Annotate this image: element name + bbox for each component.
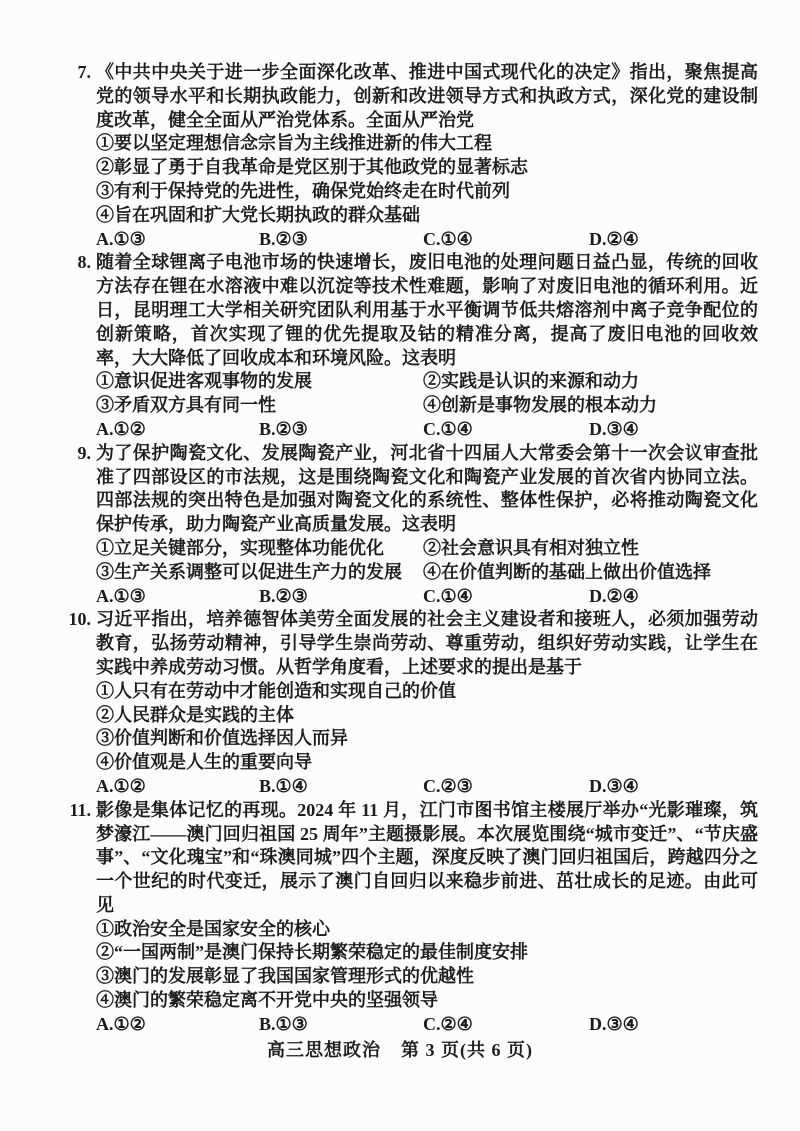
question-stem-text: 《中共中央关于进一步全面深化改革、推进中国式现代化的决定》指出，聚焦提高党的领导水平和长期执政能力，创新和改进领导方式和执政方式，深化党的建设制度改革，健全全面从严治党体系。全面从严治党 [96, 62, 758, 130]
statement-item: ④旨在巩固和扩大党长期执政的群众基础 [96, 204, 420, 225]
question-stem [68, 608, 758, 679]
statement-item: ①立足关键部分，实现整体功能优化 [96, 537, 384, 558]
option-d: D.②④ [589, 228, 639, 249]
question-9 [77, 442, 758, 609]
question-stem [77, 442, 758, 537]
option-c: C.①④ [423, 228, 473, 249]
options-row [96, 228, 758, 252]
statement-item: ②社会意识具有相对独立性 [423, 537, 639, 558]
option-a: A.①② [96, 1013, 146, 1034]
question-stem [77, 61, 758, 132]
option-d: D.③④ [589, 418, 639, 439]
question-11 [69, 799, 758, 1037]
statement-list [96, 132, 758, 227]
question-stem [69, 799, 758, 918]
statement-list [96, 537, 758, 585]
question-number: 10. [68, 609, 91, 630]
option-c: C.②④ [423, 1013, 473, 1034]
page-footer [0, 1036, 800, 1062]
options-row [96, 418, 758, 442]
question-number: 11. [69, 799, 91, 820]
statement-item: ④价值观是人生的重要向导 [96, 752, 312, 773]
option-a: A.①② [96, 418, 146, 439]
question-number: 7. [77, 62, 91, 82]
statement-item: ④澳门的繁荣稳定离不开党中央的坚强领导 [96, 990, 438, 1011]
option-d: D.②④ [589, 585, 639, 606]
statement-item: ①要以坚定理想信念宗旨为主线推进新的伟大工程 [96, 133, 492, 154]
option-d: D.③④ [589, 775, 639, 796]
options-row [96, 585, 758, 609]
option-d: D.③④ [589, 1013, 639, 1034]
question-stem-text: 习近平指出，培养德智体美劳全面发展的社会主义建设者和接班人，必须加强劳动教育，弘扬劳动精神，引导学生崇尚劳动、尊重劳动，组织好劳动实践，让学生在实践中养成劳动习惯。从哲学角度看，上述要求的提出是基于 [96, 609, 758, 677]
option-a: A.①③ [96, 228, 146, 249]
questions-area [68, 61, 758, 1037]
options-row [96, 775, 758, 799]
statement-item: ②“一国两制”是澳门保持长期繁荣稳定的最佳制度安排 [96, 942, 528, 963]
statement-list [96, 680, 758, 775]
option-b: B.①④ [259, 775, 308, 796]
question-stem [77, 251, 758, 370]
question-7 [77, 61, 758, 251]
statement-item: ③有利于保持党的先进性，确保党始终走在时代前列 [96, 180, 510, 201]
statement-item: ②实践是认识的来源和动力 [423, 371, 639, 392]
option-b: B.②③ [259, 418, 308, 439]
question-number: 8. [77, 252, 91, 273]
statement-item: ④在价值判断的基础上做出价值选择 [423, 561, 711, 582]
statement-list [96, 370, 758, 418]
question-stem-text: 影像是集体记忆的再现。2024 年 11 月，江门市图书馆主楼展厅举办“光影璀璨，筑梦濠江——澳门回归祖国 25 周年”主题摄影展。本次展览围绕“城市变迁”、“节庆盛事”、“文化瑰宝”和“珠澳同城”四个主题，深度反映了澳门回归祖国后，跨越四分之一个世纪的时代变迁，展示了澳门自回归以来稳步前进、茁壮成长的足迹。由此可见 [96, 799, 758, 915]
footer-page-number: 第 3 页(共 6 页) [401, 1040, 533, 1060]
statement-item: ③矛盾双方具有同一性 [96, 395, 276, 416]
statement-item: ①人只有在劳动中才能创造和实现自己的价值 [96, 680, 456, 701]
option-a: A.①③ [96, 585, 146, 606]
option-c: C.①④ [423, 418, 473, 439]
option-c: C.②③ [423, 775, 473, 796]
option-b: B.①③ [259, 1013, 308, 1034]
statement-item: ①意识促进客观事物的发展 [96, 371, 312, 392]
option-b: B.②③ [259, 585, 308, 606]
option-c: C.①④ [423, 585, 473, 606]
option-a: A.①② [96, 775, 146, 796]
question-10 [68, 608, 758, 798]
statement-list [96, 918, 758, 1013]
options-row [96, 1013, 758, 1037]
statement-item: ③澳门的发展彰显了我国国家管理形式的优越性 [96, 966, 474, 987]
statement-item: ③生产关系调整可以促进生产力的发展 [96, 561, 402, 582]
question-number: 9. [77, 442, 91, 463]
statement-item: ④创新是事物发展的根本动力 [423, 395, 657, 416]
statement-item: ②人民群众是实践的主体 [96, 704, 294, 725]
statement-item: ③价值判断和价值选择因人而异 [96, 728, 348, 749]
question-stem-text: 为了保护陶瓷文化、发展陶瓷产业，河北省十四届人大常委会第十一次会议审查批准了四部设区的市法规，这是围绕陶瓷文化和陶瓷产业发展的首次省内协同立法。四部法规的突出特色是加强对陶瓷文化的系统性、整体性保护，必将推动陶瓷文化保护传承，助力陶瓷产业高质量发展。这表明 [96, 442, 758, 535]
statement-item: ②彰显了勇于自我革命是党区别于其他政党的显著标志 [96, 157, 528, 178]
question-8 [77, 251, 758, 441]
statement-item: ①政治安全是国家安全的核心 [96, 918, 330, 939]
footer-course-title: 高三思想政治 [267, 1040, 381, 1060]
question-stem-text: 随着全球锂离子电池市场的快速增长，废旧电池的处理问题日益凸显，传统的回收方法存在锂在水溶液中难以沉淀等技术性难题，影响了对废旧电池的循环利用。近日，昆明理工大学相关研究团队利用基于水平衡调节低共熔溶剂中离子竞争配位的创新策略，首次实现了锂的优先提取及钴的精准分离，提高了废旧电池的回收效率，大大降低了回收成本和环境风险。这表明 [96, 252, 758, 368]
option-b: B.②③ [259, 228, 308, 249]
